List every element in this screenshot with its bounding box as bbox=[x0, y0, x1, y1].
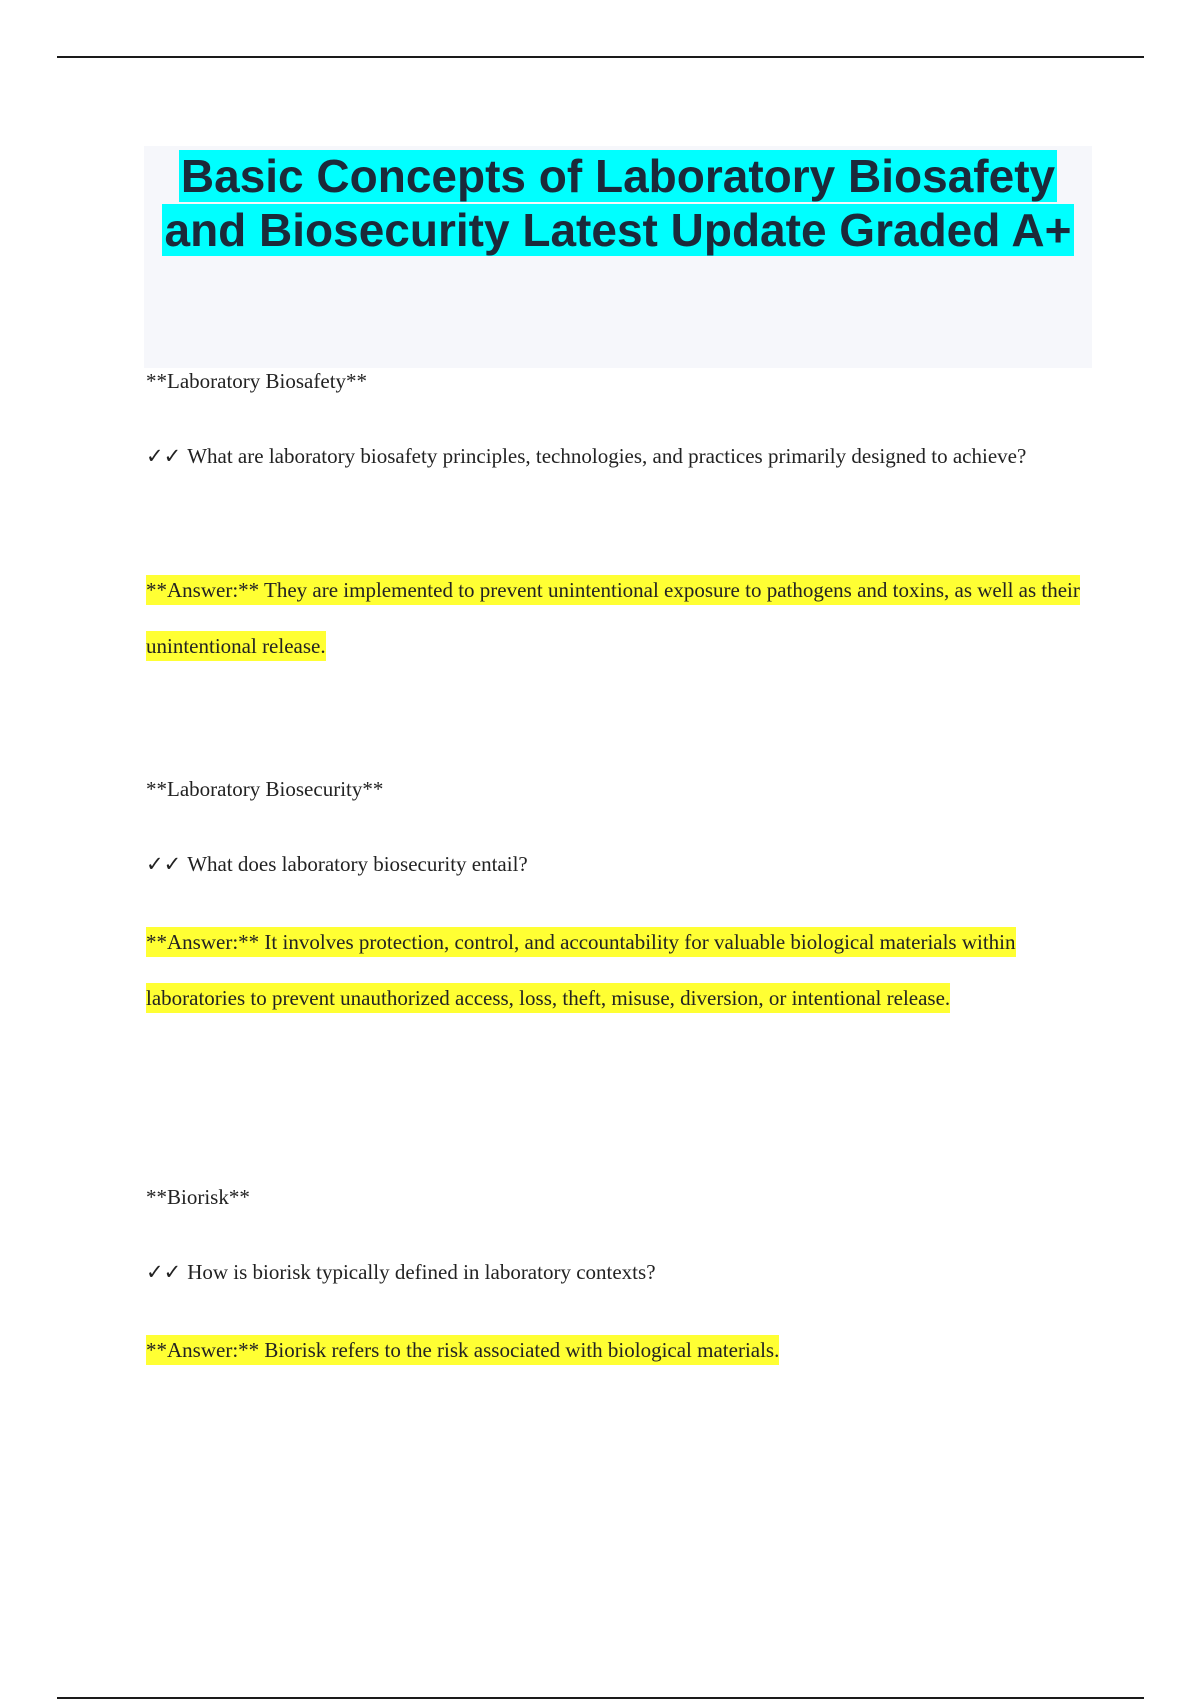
answer-text: **Answer:** They are implemented to prevent unintentional exposure to pathogens and toxins, as well as their unintentional release. bbox=[146, 575, 1080, 661]
top-rule bbox=[57, 56, 1144, 58]
question-text: How is biorisk typically defined in laboratory contexts? bbox=[187, 1260, 656, 1284]
question-text: What are laboratory biosafety principles, technologies, and practices primarily designed to achieve? bbox=[187, 444, 1027, 468]
section-heading: **Laboratory Biosafety** bbox=[146, 369, 368, 393]
question-text: What does laboratory biosecurity entail? bbox=[187, 852, 528, 876]
answer bbox=[146, 562, 1086, 674]
answer bbox=[146, 1322, 1086, 1378]
double-check-icon: ✓✓ bbox=[146, 852, 182, 876]
answer-text: **Answer:** Biorisk refers to the risk associated with biological materials. bbox=[146, 1335, 779, 1365]
document-title: Basic Concepts of Laboratory Biosafety and Biosecurity Latest Update Graded A+ bbox=[164, 150, 1072, 256]
title-block bbox=[144, 146, 1092, 368]
double-check-icon: ✓✓ bbox=[146, 444, 182, 468]
section-heading: **Biorisk** bbox=[146, 1185, 250, 1209]
bottom-rule bbox=[57, 1697, 1144, 1699]
answer-text: **Answer:** It involves protection, control, and accountability for valuable biological materials within laboratories to prevent unauthorized access, loss, theft, misuse, diversion, or intentional release. bbox=[146, 927, 1016, 1013]
question bbox=[146, 834, 1086, 894]
double-check-icon: ✓✓ bbox=[146, 1260, 182, 1284]
section-heading: **Laboratory Biosecurity** bbox=[146, 777, 384, 801]
question bbox=[146, 1242, 1086, 1302]
question bbox=[146, 426, 1086, 486]
answer bbox=[146, 914, 1086, 1026]
